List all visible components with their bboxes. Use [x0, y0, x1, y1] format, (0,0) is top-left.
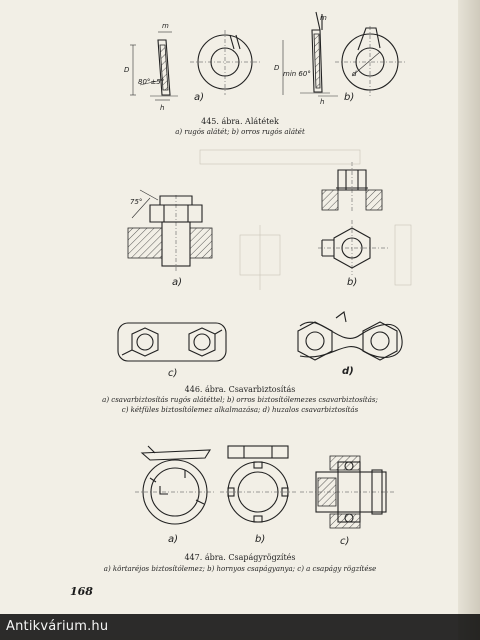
fig445-title: 445. ábra. Alátétek [201, 117, 279, 126]
fig447c-drawing [300, 456, 395, 528]
dim-h-b: h [320, 98, 325, 106]
fig446-label-b: b) [347, 277, 358, 288]
fig446-label-d: d) [342, 366, 354, 377]
fig447-title: 447. ábra. Csapágyrögzítés [184, 553, 296, 562]
dim-angle-a: 80°±5° [138, 78, 165, 86]
fig447-label-a: a) [168, 534, 179, 545]
fig447-label-c: c) [340, 536, 350, 547]
fig445a-drawing [124, 22, 260, 112]
fig446-subtitle-2: c) kétfüles biztosítólemez alkalmazása; d) huzalos csavarbiztosítás [121, 406, 359, 414]
fig445-label-a: a) [194, 92, 205, 103]
fig445-subtitle: a) rugós alátét; b) orros rugós alátét [175, 128, 305, 136]
dim-m-a: m [162, 22, 169, 30]
dim-h-a: h [160, 104, 165, 112]
bleed-through-ghost [200, 150, 411, 290]
watermark-text: Antikvárium.hu [6, 619, 109, 634]
angle-75: 75° [130, 198, 143, 206]
dim-d-b: d [352, 70, 357, 78]
page-number: 168 [70, 585, 93, 598]
fig447-subtitle: a) körtaréjos biztosítólemez; b) hornyos csapágyanya; c) a csapágy rögzítése [103, 565, 377, 573]
fig447-label-b: b) [255, 534, 266, 545]
watermark-bar [0, 614, 480, 640]
fig446-label-c: c) [168, 368, 178, 379]
dim-angle-b: min 60° [283, 70, 311, 78]
dim-D-b: D [274, 64, 280, 72]
fig445-label-b: b) [344, 92, 355, 103]
fig446b-drawing [318, 162, 388, 275]
fig446-label-a: a) [172, 277, 183, 288]
dim-m-b: m [320, 14, 327, 22]
fig446c-drawing [118, 323, 226, 361]
fig445b-drawing [274, 12, 405, 106]
fig446-title: 446. ábra. Csavarbiztosítás [184, 385, 296, 394]
fig447b-drawing [220, 446, 296, 522]
fig446-subtitle-1: a) csavarbiztosítás rugós alátéttel; b) orros biztosítólemezes csavarbiztosítás; [102, 396, 378, 404]
fig446d-drawing [298, 312, 402, 360]
dim-D-a: D [124, 66, 130, 74]
fig446a-drawing [128, 190, 212, 272]
fig447a-drawing [135, 446, 215, 524]
